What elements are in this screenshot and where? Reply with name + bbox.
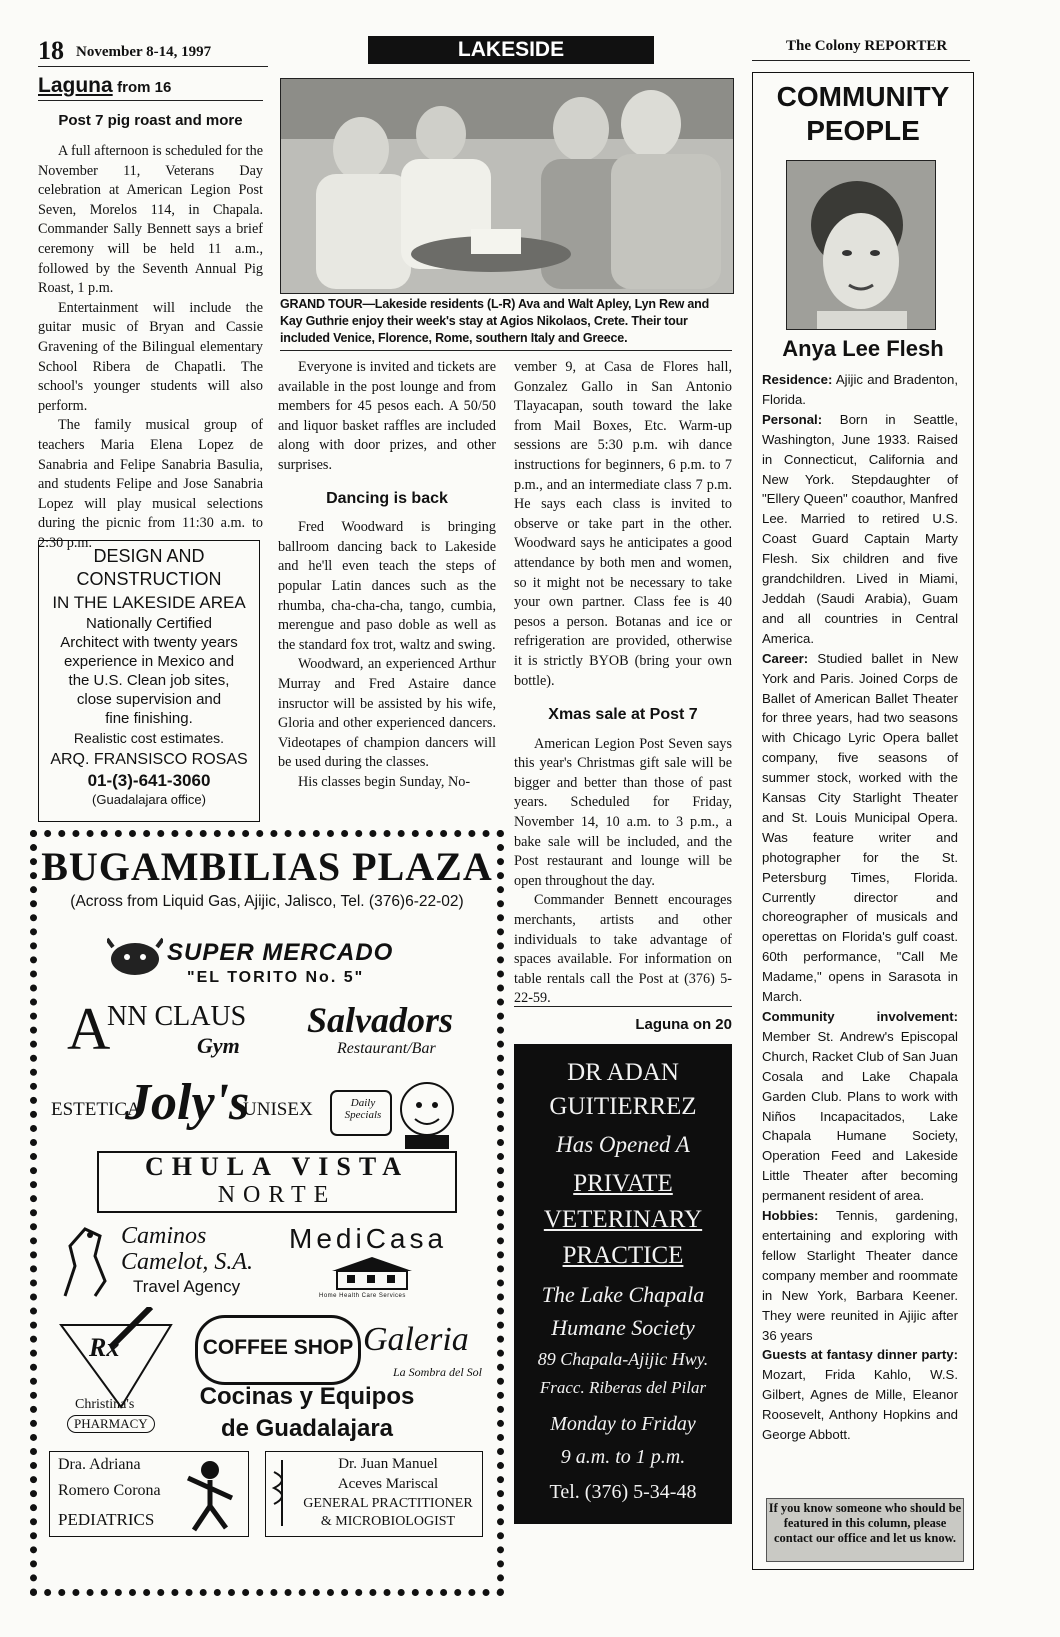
design-construction-ad xyxy=(38,540,260,822)
community-title-line: COMMUNITY xyxy=(776,81,950,112)
section-label: Hobbies: xyxy=(762,1208,819,1224)
ad-line: ARQ. FRANSISCO ROSAS xyxy=(50,751,248,768)
child-icon xyxy=(180,1458,240,1532)
vet-line: The Lake Chapala xyxy=(541,1282,705,1307)
laguna-from: from 16 xyxy=(117,79,172,96)
profile-section xyxy=(762,410,958,649)
xmas-paragraph: American Legion Post Seven says this year's Christmas gift sale will be bigger and better than those of past years. Scheduled for Friday, November 14, 10 a.m. to 3 p.m., a bake sale will be included, and the Post restaurant and lounge will be open throughout the day. xyxy=(514,735,732,889)
laguna-paragraph: A full afternoon is scheduled for the November 11, Veterans Day celebration at American Legion Post Seven, Morelos 114, in Chapala. Commander Sally Bennett says a brief ceremony will be held 11 a.m., followed by the Seventh Annual Pig Roast, 1 p.m. xyxy=(38,143,263,297)
ad-line: Architect with twenty years xyxy=(60,634,238,651)
vet-line: Humane Society xyxy=(551,1315,695,1340)
practitioner-box xyxy=(265,1451,483,1537)
section-label: Guests at fantasy dinner party: xyxy=(762,1347,958,1363)
portrait-photo xyxy=(786,160,936,330)
profile-section xyxy=(762,1206,958,1345)
paper-name: The Colony REPORTER xyxy=(786,38,948,54)
tickets-paragraph: Everyone is invited and tickets are available in the post lounge and from members for 45 pesos each. A 50/50 and liquor basket raffles are included along with door prizes, and other surprises. xyxy=(278,359,496,473)
medicasa-sub: Home Health Care Services xyxy=(319,1293,406,1299)
dr-line: GENERAL PRACTITIONER xyxy=(303,1496,473,1511)
dancing-paragraph: Fred Woodward is bringing ballroom dancing back to Lakeside and he'll even teach the steps of popular Latin dances such as the rhumba, cha-cha-cha, tango, cumbia, merengue and paso doble as well as the standard fox trot, waltz and swing. xyxy=(278,519,496,653)
dra-line: Romero Corona xyxy=(58,1482,161,1499)
chula-vista-label: CHULA VISTA xyxy=(144,1152,410,1181)
middle-column-1 xyxy=(278,358,496,792)
xmas-paragraph: Commander Bennett encourages merchants, artists and other individuals to take advantage of spaces available. For information on table rentals call the Post at (376) 5-22-59. xyxy=(514,892,732,1007)
caminos-label: Caminos Camelot, S.A. xyxy=(121,1223,253,1275)
rx-label: Rx xyxy=(89,1333,120,1362)
community-title-line: PEOPLE xyxy=(806,115,920,146)
dancing-continued: vember 9, at Casa de Flores hall, Gonzalez Gallo in San Antonio Tlayacapan, south toward the lake from Mail Boxes, Etc. Warm-up sessions are 5:30 p.m. wih dance instructions for beginners, 6 p.m. to 7 p.m., and an intermediate class 7 p.m. He says each class is invited to observe or take part in the other. Woodward says he anticipates a good attendance by both men and women, so it might not be necessary to take your own partner. Class fee is 40 pesos a person. Botanas and ice or refrigeration are provided, otherwise it is strictly BYOB (bring your own bottle). xyxy=(514,359,732,689)
salvadors-label: Salvadors xyxy=(307,1000,454,1040)
caption-rule xyxy=(280,350,732,351)
profile-section xyxy=(762,649,958,1007)
section-text: Member St. Andrew's Episcopal Church, Racket Club of San Juan Cosala and Lake Chapala Garden Club. Plans to work with Niños Incapacitados, Lake Chapala Humane Society, Operation Feed and Lakeside Little Theater after becoming permanent resident of area. xyxy=(762,1028,958,1204)
pediatrics-box xyxy=(49,1451,249,1537)
vet-line: VETERINARY xyxy=(543,1206,703,1233)
ad-line: experience in Mexico and xyxy=(63,653,235,670)
section-banner xyxy=(368,36,654,64)
ad-line: Nationally Certified xyxy=(86,615,212,632)
vet-line: PRACTICE xyxy=(562,1242,684,1269)
ann-claus-gym: Gym xyxy=(197,1033,240,1058)
dra-line: PEDIATRICS xyxy=(58,1510,155,1529)
vet-line: GUITIERREZ xyxy=(549,1093,697,1120)
ad-line: DESIGN AND xyxy=(93,546,205,566)
photo-figures xyxy=(281,79,733,293)
laguna-headline xyxy=(38,74,171,98)
ad-line: IN THE LAKESIDE AREA xyxy=(52,593,246,612)
caduceus-icon xyxy=(270,1458,294,1528)
laguna-paragraph: The family musical group of teachers Maria Elena Lopez de Sanabria and Felipe Sanabria Basulia, and students Felipe and Jose Sanabria Lopez will play musical selections during the picnic from 11:30 a.m. to 2:30 p.m. xyxy=(38,417,263,551)
la-sombra-label: La Sombra del Sol xyxy=(393,1365,483,1379)
veterinary-ad xyxy=(514,1044,732,1524)
profile-section xyxy=(762,1345,958,1445)
travel-agency-label: Travel Agency xyxy=(133,1277,241,1296)
section-text: Tennis, gardening, entertaining and exploring with fellow Starlight Theater dance company member and roommate in New York, Barbara Keener. They were reunited in Ajijic after 36 years xyxy=(762,1208,958,1343)
dancing-paragraph: His classes begin Sunday, No- xyxy=(298,773,471,790)
issue-date: November 8-14, 1997 xyxy=(76,44,212,60)
xmas-subhead: Xmas sale at Post 7 xyxy=(548,706,698,724)
ad-phone: 01-(3)-641-3060 xyxy=(87,771,211,790)
coffee-shop-box xyxy=(195,1315,361,1385)
super-mercado-label: SUPER MERCADO xyxy=(167,939,394,966)
page-number: 18 xyxy=(38,36,64,65)
pharmacy-label: PHARMACY xyxy=(67,1415,155,1433)
vet-line: Tel. (376) 5-34-48 xyxy=(549,1481,697,1503)
profile-section xyxy=(762,1007,958,1206)
ad-line: close supervision and xyxy=(76,691,222,708)
dr-line: Dr. Juan Manuel xyxy=(338,1456,438,1472)
horse-icon xyxy=(55,1221,115,1301)
unisex-label: UNISEX xyxy=(243,1099,313,1120)
salvadors-sub: Restaurant/Bar xyxy=(337,1040,436,1057)
vet-line: Monday to Friday xyxy=(550,1413,696,1435)
laguna-head-rule xyxy=(38,100,263,101)
galeria-label: Galeria xyxy=(363,1321,469,1358)
ad-line: Realistic cost estimates. xyxy=(73,730,225,746)
middle-column-2 xyxy=(514,358,732,1009)
vet-line: 9 a.m. to 1 p.m. xyxy=(560,1446,686,1468)
header-rule-right xyxy=(752,60,970,61)
section-text: Studied ballet in New York and Paris. Joined Corps de Ballet of American Ballet Theater for three years, had two seasons with Chicago Lyric Opera ballet company, five seasons of summer stock, worked with the Kansas City Starlight Theater and St. Louis Municipal Opera. Was feature writer and photographer for the St. Petersburg Times, Florida. Currently director and choreographer of musicals and operettas on Florida's gulf coast. 60th performance, "Call Me Madame," opens in Sarasota in March. xyxy=(762,650,958,1005)
plaza-title: BUGAMBILIAS PLAZA xyxy=(41,844,493,889)
community-title xyxy=(752,80,974,148)
chula-vista-box xyxy=(97,1151,457,1213)
grand-tour-photo xyxy=(280,78,734,294)
vet-line: PRIVATE xyxy=(573,1170,673,1197)
continued-rule xyxy=(514,1006,732,1007)
vet-line: Has Opened A xyxy=(556,1132,690,1157)
header-rule-left xyxy=(38,66,268,67)
dra-line: Dra. Adriana xyxy=(58,1456,141,1473)
dancing-subhead: Dancing is back xyxy=(326,489,448,507)
laguna-story xyxy=(38,142,263,553)
coffee-shop-label: COFFEE SHOP xyxy=(202,1336,354,1359)
section-label: Career: xyxy=(762,650,809,666)
profile-section xyxy=(762,370,958,410)
vet-line: DR ADAN xyxy=(567,1059,679,1086)
section-label: Personal: xyxy=(762,411,823,427)
de-guadalajara-label: de Guadalajara xyxy=(220,1415,394,1442)
plaza-subtitle: (Across from Liquid Gas, Ajijic, Jalisco, Tel. (376)6-22-02) xyxy=(70,893,464,910)
vet-line: 89 Chapala-Ajijic Hwy. xyxy=(537,1349,709,1369)
profile-details xyxy=(762,370,958,1445)
section-text: Ajijic and Bradenton, Florida. xyxy=(762,372,958,407)
laguna-subhead: Post 7 pig roast and more xyxy=(58,112,243,129)
section-text: Mozart, Frida Kahlo, W.S. Gilbert, Agnes de Mille, Eleanor Roosevelt, Anthony Hopkins and George Abbott. xyxy=(762,1367,958,1443)
el-torito-label: "EL TORITO No. 5" xyxy=(187,969,365,986)
vet-line: Fracc. Riberas del Pilar xyxy=(539,1378,707,1397)
ad-line: (Guadalajara office) xyxy=(92,792,206,807)
section-title: LAKESIDE xyxy=(457,38,565,61)
jolys-label: Joly's xyxy=(125,1074,250,1131)
house-icon xyxy=(327,1255,417,1291)
profile-name: Anya Lee Flesh xyxy=(782,336,944,361)
section-label: Community involvement: xyxy=(762,1009,958,1024)
dr-line: & MICROBIOLOGIST xyxy=(320,1514,456,1529)
section-text: Born in Seattle, Washington, June 1933. Raised in Connecticut, California and New York. Stepdaughter of "Ellery Queen" coauthor, Manfred Lee. Married to retired U.S. Coast Guard Captain Marty Flesh. Six children and five grandchildren. Lived in Miami, Jeddah (Saudi Arabia), Guam and all countries in Central America. xyxy=(762,411,958,646)
cocinas-label: Cocinas y Equipos xyxy=(199,1383,415,1410)
ann-claus-a: A xyxy=(67,996,111,1062)
contact-box: If you know someone who should be featured in this column, please contact our office and let us know. xyxy=(766,1498,964,1562)
norte-label: NORTE xyxy=(217,1182,337,1208)
ad-line: CONSTRUCTION xyxy=(76,569,222,589)
dr-line: Aceves Mariscal xyxy=(337,1476,439,1492)
dancing-paragraph: Woodward, an experienced Arthur Murray and Fred Astaire dance insructor will be assisted by his wife, Gloria and other experienced dancers. Videotapes of champion dancers will be used during the classes. xyxy=(278,656,496,771)
section-label: Residence: xyxy=(762,372,833,387)
ann-claus-label: NN CLAUS xyxy=(107,1001,247,1032)
ad-line: the U.S. Clean job sites, xyxy=(68,672,230,689)
daily-specials-label: Daily Specials xyxy=(344,1097,382,1121)
christinas-label: Christina's xyxy=(75,1397,135,1412)
continued-note: Laguna on 20 xyxy=(635,1016,732,1033)
bull-icon xyxy=(107,937,163,977)
medicasa-label: MediCasa xyxy=(289,1223,448,1254)
estetica-label: ESTETICA xyxy=(51,1099,141,1120)
bugambilias-plaza-ad xyxy=(30,830,504,1596)
laguna-paragraph: Entertainment will include the guitar music of Bryan and Cassie Gravening of the Bilingual elementary School Ribera de Chapatli. The school's younger students will also perform. xyxy=(38,299,263,414)
laguna-title: Laguna xyxy=(38,74,113,97)
photo-caption: GRAND TOUR—Lakeside residents (L-R) Ava and Walt Apley, Lyn Rew and Kay Guthrie enjoy their week's stay at Agios Nikolaos, Crete. Their tour included Venice, Florence, Rome, southern Italy and Greece. xyxy=(280,297,710,345)
ad-line: fine finishing. xyxy=(105,710,193,727)
